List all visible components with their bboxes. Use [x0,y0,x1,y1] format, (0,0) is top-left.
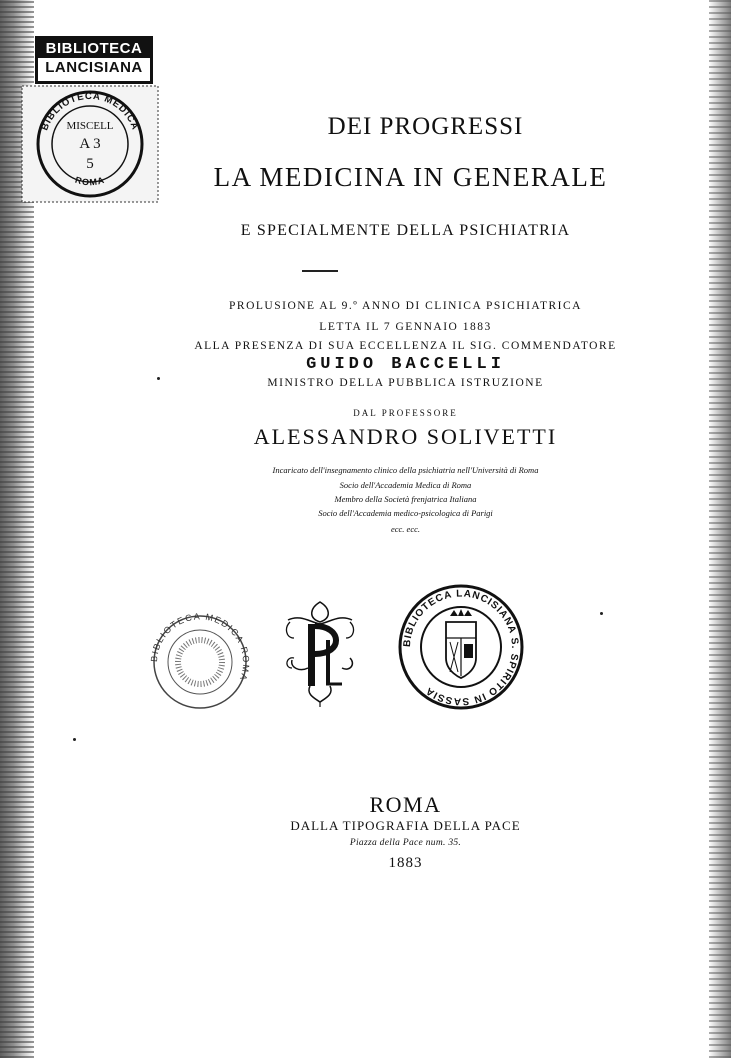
speck [157,377,160,380]
speck [600,612,603,615]
title-line-1: DEI PROGRESSI [327,113,524,140]
prolusione-line-1: PROLUSIONE AL 9.º ANNO DI CLINICA PSICHIATRICA [229,300,582,312]
imprint-address: Piazza della Pace num. 35. [349,838,462,848]
stamp-top-ring-text: BIBLIOTECA MEDICA [39,90,141,133]
imprint-city: ROMA [369,792,442,817]
svg-text:BIBLIOTECA MEDICA ROMA [149,612,251,683]
stamp-top-line2: A 3 [79,136,101,152]
author-credential: Membro della Società frenjatrica Italiana [334,494,477,504]
author-credential: Incaricato dell'insegnamento clinico della psichiatria nell'Università di Roma [272,465,539,475]
author-intro: DAL PROFESSORE [353,408,458,418]
author-name: ALESSANDRO SOLIVETTI [253,424,558,449]
stamp-top-line3: 5 [86,156,94,172]
prolusione-line-2: LETTA IL 7 GENNAIO 1883 [319,321,492,333]
title-line-2: LA MEDICINA IN GENERALE [213,162,608,192]
stamp-top-line1: MISCELL [66,120,114,132]
imprint-year: 1883 [388,855,423,871]
minister-title: MINISTRO DELLA PUBBLICA ISTRUZIONE [267,377,544,389]
title-divider [302,270,338,272]
author-credential: Socio dell'Accademia Medica di Roma [339,480,472,490]
stamp-right-ring-text: BIBLIOTECA LANCISIANA S. SPIRITO IN SASSIA [401,588,521,707]
stamp-top-bottom-text: ROMA [73,174,107,188]
author-credential: ecc. ecc. [390,524,420,534]
prolusione-line-3: ALLA PRESENZA DI SUA ECCELLENZA IL SIG. COMMENDATORE [194,340,617,352]
library-label-line2: LANCISIANA [45,59,143,76]
speck [73,738,76,741]
imprint-printer: DALLA TIPOGRAFIA DELLA PACE [290,818,521,833]
title-line-3: E SPECIALMENTE DELLA PSICHIATRIA [240,222,571,239]
library-label [35,36,153,84]
library-stamp-left [145,612,255,712]
library-stamp-right [396,582,526,712]
publisher-monogram [280,598,360,708]
stamp-left-ring-text: BIBLIOTECA MEDICA ROMA [148,612,252,683]
minister-name: GUIDO BACCELLI [306,355,505,374]
author-credential: Socio dell'Accademia medico-psicologica di Parigi [318,508,493,518]
library-label-line1: BIBLIOTECA [38,39,150,58]
